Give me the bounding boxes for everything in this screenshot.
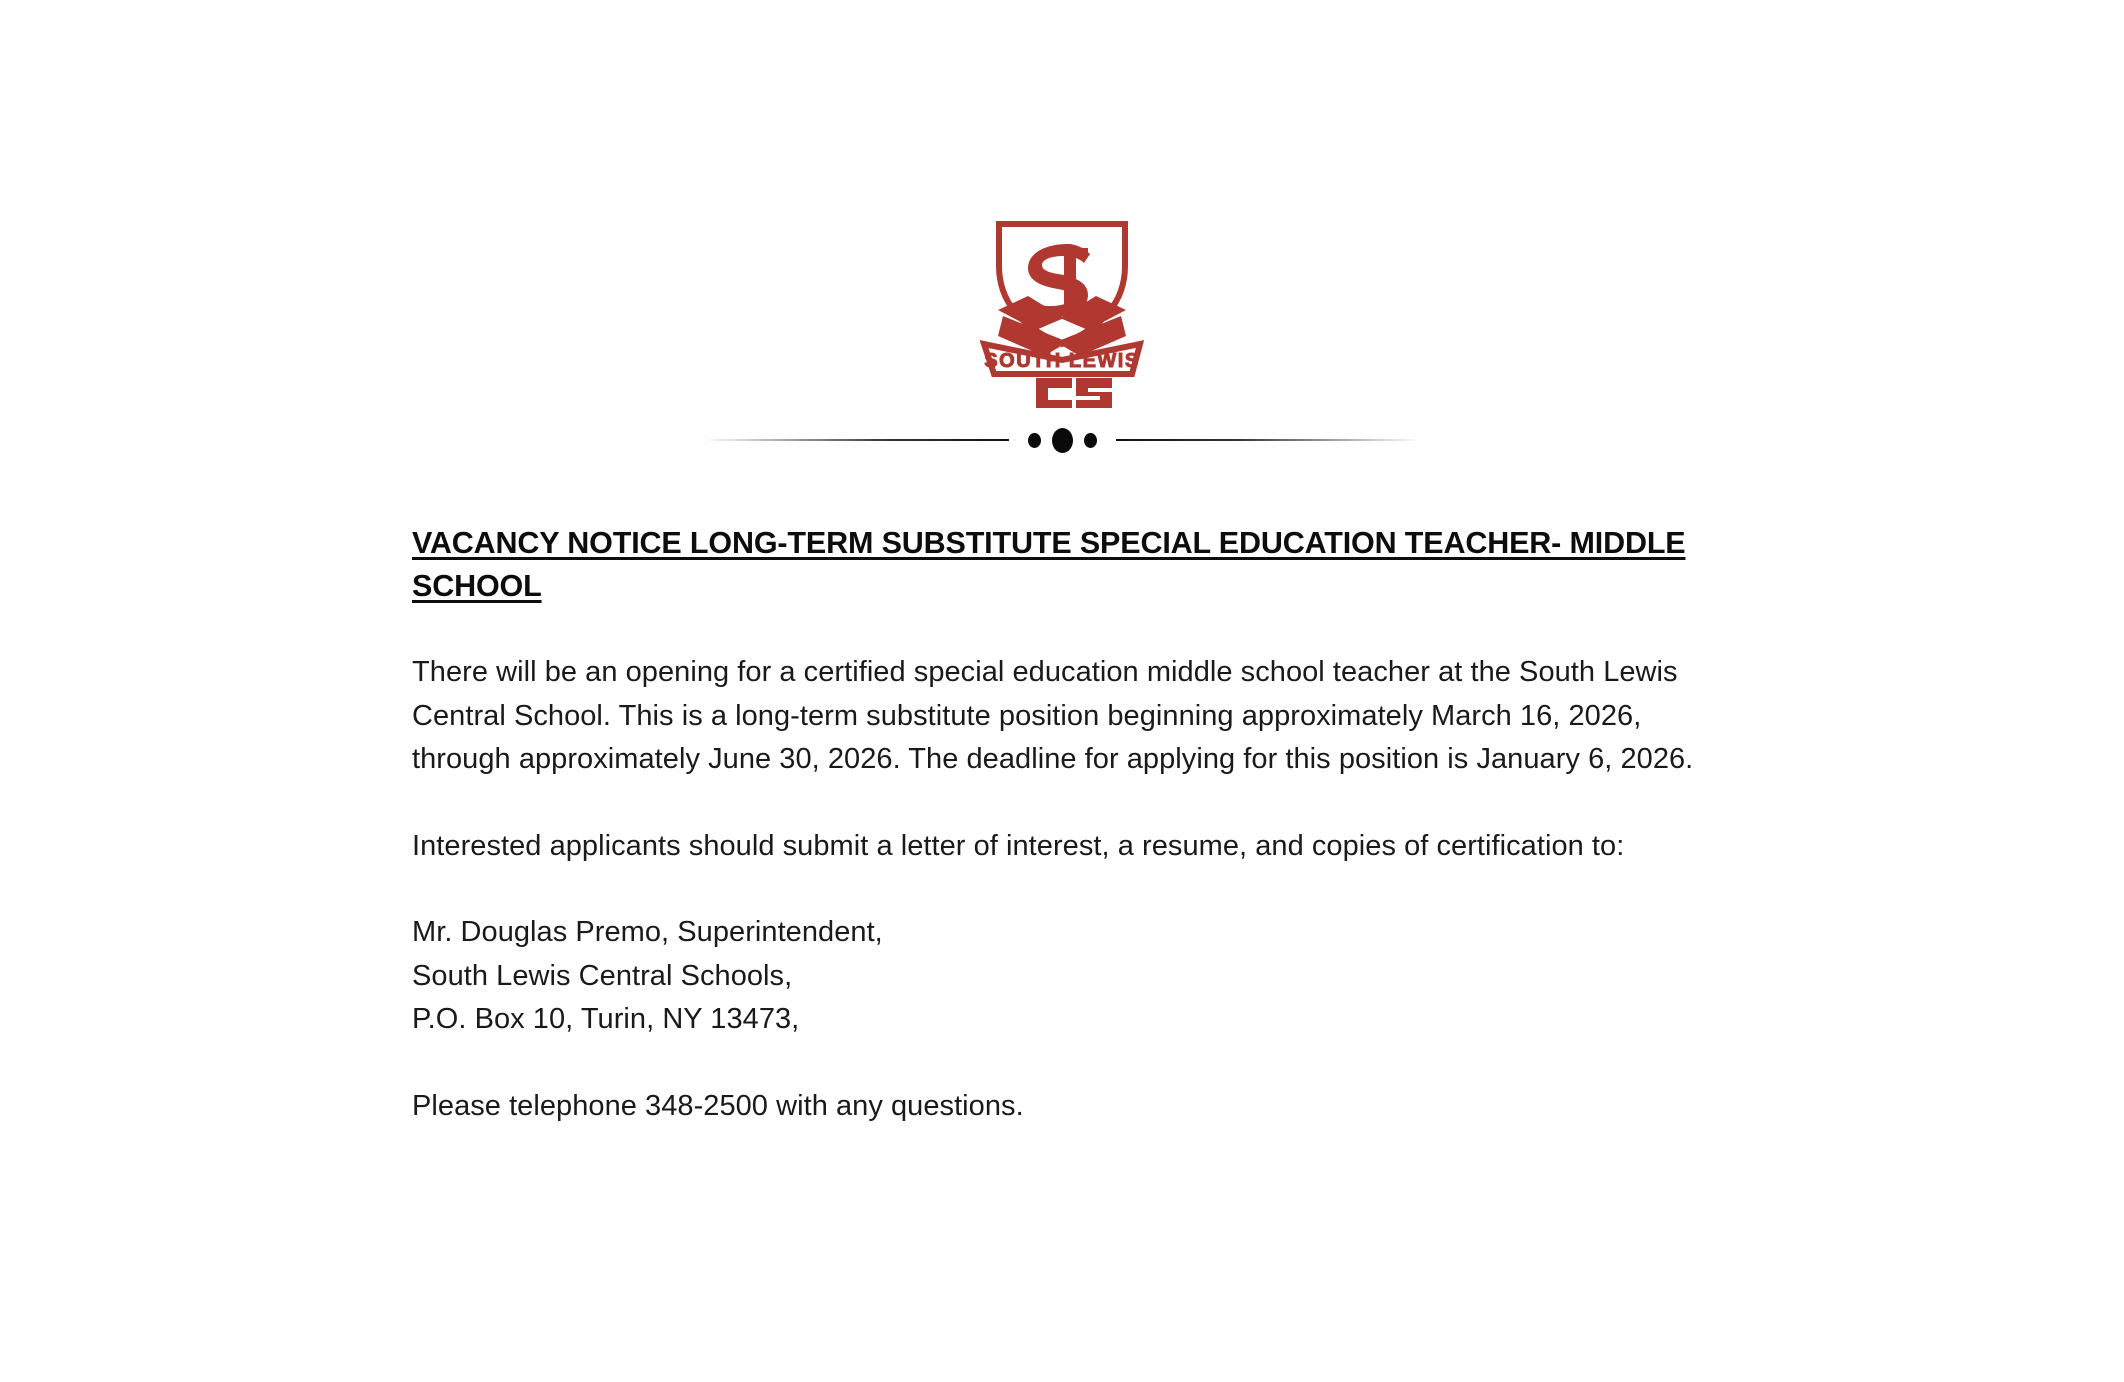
divider-dot-1: [1028, 433, 1041, 448]
spacer: [412, 1042, 1702, 1085]
south-lewis-crest-icon: [976, 218, 1148, 408]
spacer: [412, 782, 1702, 825]
divider-dot-3: [1084, 433, 1097, 448]
contact-line-address: P.O. Box 10, Turin, NY 13473,: [412, 1003, 800, 1035]
notice-paragraph-1: There will be an opening for a certified special education middle school teacher at the South Lewis Central School. This is a long-term substitute position beginning approximately March 16, 2026, through approximately June 30, 2026. The deadline for applying for this position is January 6, 2026.: [412, 656, 1694, 775]
section-divider: [0, 418, 2124, 462]
notice-paragraph-2: Interested applicants should submit a letter of interest, a resume, and copies of certification to:: [412, 829, 1625, 862]
contact-line-district: South Lewis Central Schools,: [412, 959, 793, 992]
spacer: [412, 868, 1702, 911]
spacer: [412, 608, 1702, 651]
logo-banner-text: SOUTH LEWIS: [984, 350, 1140, 372]
divider-dot-2: [1052, 428, 1073, 453]
page-title: VACANCY NOTICE LONG-TERM SUBSTITUTE SPECIAL EDUCATION TEACHER- MIDDLE SCHOOL: [412, 526, 1686, 603]
divider-line-right: [1116, 439, 1421, 441]
school-logo: [0, 218, 2124, 408]
notice-body: [412, 522, 1702, 1128]
contact-line-superintendent: Mr. Douglas Premo, Superintendent,: [412, 916, 883, 948]
divider-dots: [1009, 428, 1116, 453]
divider-line-left: [704, 439, 1009, 441]
notice-paragraph-3: Please telephone 348-2500 with any questions.: [412, 1089, 1024, 1122]
